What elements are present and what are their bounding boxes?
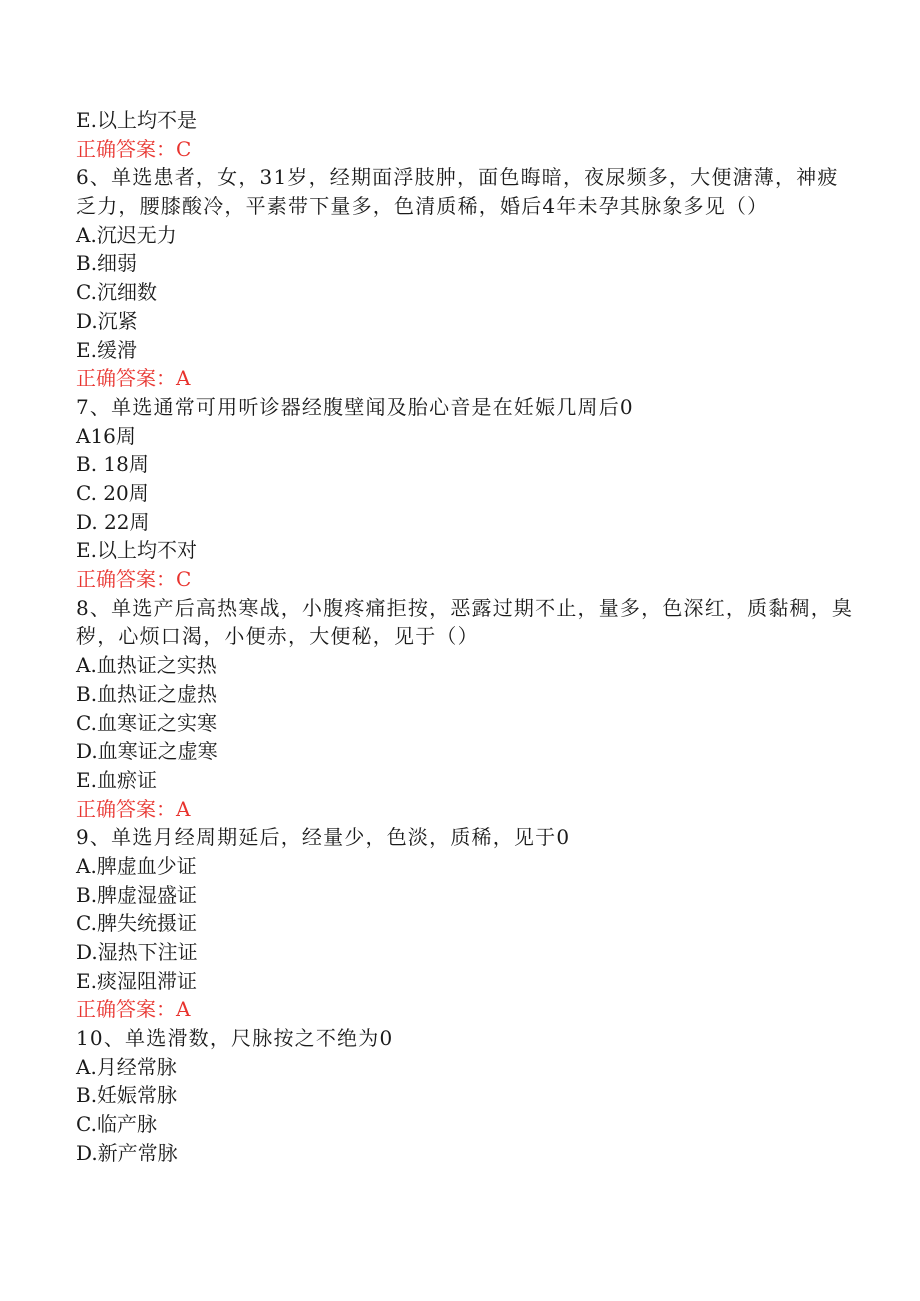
question-list [76,106,856,1168]
option-line: B.妊娠常脉 [76,1083,178,1108]
question-block [76,1024,856,1167]
correct-answer: 正确答案：A [76,796,191,821]
question-stem: 7、单选通常可用听诊器经腹壁闻及胎心音是在妊娠几周后0 [76,394,634,419]
option-line: B.细弱 [76,251,138,276]
correct-answer: 正确答案：A [76,366,191,391]
option-line: D.沉紧 [76,308,138,333]
correct-answer: 正确答案：A [76,997,191,1022]
question-continuation [76,106,856,163]
question-block [76,594,856,824]
option-line: D.新产常脉 [76,1140,178,1165]
option-line: B.脾虚湿盛证 [76,882,198,907]
option-line: C.沉细数 [76,280,157,305]
correct-answer: 正确答案：C [76,136,192,161]
option-line: D.湿热下注证 [76,940,198,965]
option-line: E.缓滑 [76,337,137,362]
option-line: A16周 [76,423,136,448]
correct-answer: 正确答案：C [76,567,192,592]
question-stem: 9、单选月经周期延后，经量少，色淡，质稀，见于0 [76,825,571,850]
option-line: A.月经常脉 [76,1054,177,1079]
question-block [76,393,856,594]
option-line: B. 18周 [76,452,149,477]
option-line: C.血寒证之实寒 [76,710,217,735]
option-line: E.痰湿阻滞证 [76,968,197,993]
question-stem: 8、单选产后高热寒战，小腹疼痛拒按，恶露过期不止，量多，色深红，质黏稠，臭秽，心烦口渴，小便赤，大便秘，见于（） [76,595,854,649]
question-stem: 6、单选患者，女，31岁，经期面浮肢肿，面色晦暗，夜尿频多，大便溏薄，神疲乏力，腰膝酸冷，平素带下量多，色清质稀，婚后4年未孕其脉象多见（） [76,165,839,219]
option-line: A.血热证之实热 [76,653,217,678]
question-block [76,823,856,1024]
option-line: E.以上均不对 [76,538,197,563]
option-line: D.血寒证之虚寒 [76,739,218,764]
option-line: C. 20周 [76,480,149,505]
option-line: E.以上均不是 [76,108,197,132]
option-line: C.脾失统摄证 [76,911,197,936]
option-line: B.血热证之虚热 [76,681,218,706]
option-line: C.临产脉 [76,1112,157,1137]
option-line: D. 22周 [76,509,150,534]
option-line: A.沉迟无力 [76,222,177,247]
question-stem: 10、单选滑数，尺脉按之不绝为0 [76,1026,394,1051]
question-block [76,163,856,393]
option-line: E.血瘀证 [76,767,157,792]
option-line: A.脾虚血少证 [76,853,197,878]
